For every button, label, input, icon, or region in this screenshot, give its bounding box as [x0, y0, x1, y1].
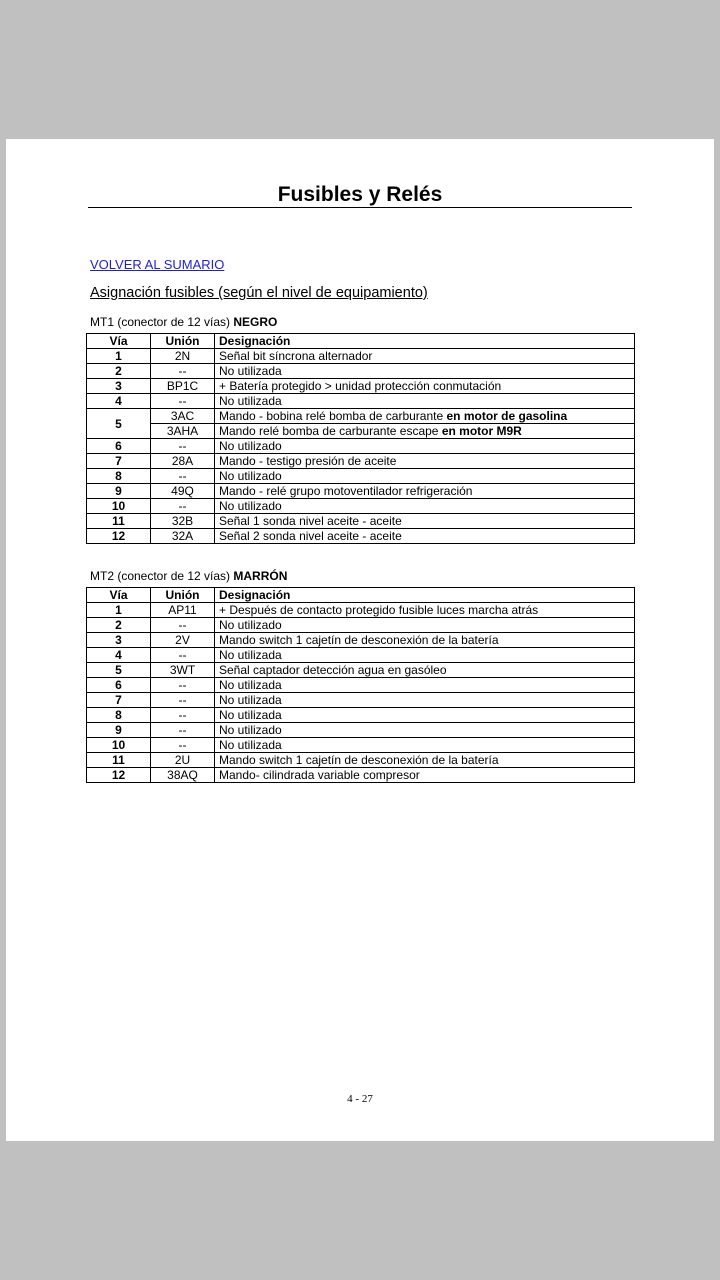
cell-union: --	[151, 618, 215, 633]
title-underline	[88, 207, 632, 208]
cell-designacion: No utilizada	[215, 738, 635, 753]
cell-designacion: No utilizado	[215, 499, 635, 514]
cell-union: 28A	[151, 454, 215, 469]
cell-designacion: No utilizada	[215, 364, 635, 379]
cell-via: 4	[87, 648, 151, 663]
cell-via: 5	[87, 409, 151, 439]
table-row	[87, 499, 635, 514]
header-union: Unión	[151, 588, 215, 603]
mt2-caption-color: MARRÓN	[233, 569, 288, 583]
table-header-row	[87, 588, 635, 603]
table-row	[87, 364, 635, 379]
cell-via: 2	[87, 618, 151, 633]
cell-union: --	[151, 499, 215, 514]
cell-union: 32B	[151, 514, 215, 529]
designacion-text: Mando relé bomba de carburante escape	[219, 424, 442, 438]
cell-via: 1	[87, 603, 151, 618]
cell-via: 11	[87, 514, 151, 529]
cell-union: 49Q	[151, 484, 215, 499]
cell-designacion: No utilizada	[215, 708, 635, 723]
cell-designacion: Señal captador detección agua en gasóleo	[215, 663, 635, 678]
mt1-caption	[90, 315, 277, 329]
cell-designacion: No utilizada	[215, 693, 635, 708]
table-row	[87, 693, 635, 708]
cell-union: --	[151, 708, 215, 723]
cell-union: --	[151, 394, 215, 409]
mt2-table	[86, 587, 635, 783]
cell-via: 8	[87, 708, 151, 723]
cell-via: 11	[87, 753, 151, 768]
designacion-bold: en motor de gasolina	[446, 409, 568, 423]
cell-union: AP11	[151, 603, 215, 618]
cell-via: 4	[87, 394, 151, 409]
table-row	[87, 648, 635, 663]
cell-union: --	[151, 364, 215, 379]
cell-via: 10	[87, 738, 151, 753]
cell-via: 2	[87, 364, 151, 379]
cell-designacion: No utilizado	[215, 723, 635, 738]
cell-union: --	[151, 469, 215, 484]
document-page	[6, 139, 714, 1141]
cell-designacion: No utilizada	[215, 678, 635, 693]
cell-via: 3	[87, 633, 151, 648]
cell-designacion: Señal 1 sonda nivel aceite - aceite	[215, 514, 635, 529]
cell-via: 12	[87, 768, 151, 783]
cell-designacion: No utilizada	[215, 648, 635, 663]
cell-via: 7	[87, 693, 151, 708]
header-via: Vía	[87, 334, 151, 349]
table-row	[87, 439, 635, 454]
table-row	[87, 454, 635, 469]
cell-union: 3AC	[151, 409, 215, 424]
cell-union: --	[151, 439, 215, 454]
cell-via: 6	[87, 439, 151, 454]
cell-designacion	[215, 424, 635, 439]
cell-designacion: No utilizado	[215, 439, 635, 454]
table-row	[87, 678, 635, 693]
table-row	[87, 768, 635, 783]
table-row	[87, 738, 635, 753]
header-designacion: Designación	[215, 334, 635, 349]
cell-via: 1	[87, 349, 151, 364]
table-row	[87, 753, 635, 768]
cell-union: --	[151, 738, 215, 753]
cell-union: --	[151, 723, 215, 738]
cell-via: 3	[87, 379, 151, 394]
cell-union: 3AHA	[151, 424, 215, 439]
page-number: 4 - 27	[347, 1093, 373, 1105]
cell-via: 9	[87, 484, 151, 499]
header-via: Vía	[87, 588, 151, 603]
mt2-caption-prefix: MT2 (conector de 12 vías)	[90, 569, 234, 583]
table-row	[87, 618, 635, 633]
designacion-text: Mando - bobina relé bomba de carburante	[219, 409, 447, 423]
cell-via: 7	[87, 454, 151, 469]
table-row	[87, 529, 635, 544]
cell-designacion: + Batería protegido > unidad protección conmutación	[215, 379, 635, 394]
cell-designacion: No utilizado	[215, 469, 635, 484]
back-to-summary-link[interactable]: VOLVER AL SUMARIO	[90, 257, 225, 272]
cell-union: 32A	[151, 529, 215, 544]
page-title: Fusibles y Relés	[277, 183, 443, 206]
table-row	[87, 379, 635, 394]
table-row	[87, 484, 635, 499]
cell-union: 2V	[151, 633, 215, 648]
table-row	[87, 394, 635, 409]
cell-designacion: Mando switch 1 cajetín de desconexión de la batería	[215, 633, 635, 648]
header-union: Unión	[151, 334, 215, 349]
cell-via: 12	[87, 529, 151, 544]
cell-designacion: Señal bit síncrona alternador	[215, 349, 635, 364]
cell-designacion: No utilizado	[215, 618, 635, 633]
table-row	[87, 424, 635, 439]
cell-union: --	[151, 693, 215, 708]
cell-union: --	[151, 648, 215, 663]
table-row	[87, 469, 635, 484]
table-row	[87, 349, 635, 364]
cell-via: 8	[87, 469, 151, 484]
cell-designacion: + Después de contacto protegido fusible luces marcha atrás	[215, 603, 635, 618]
cell-union: BP1C	[151, 379, 215, 394]
cell-via: 9	[87, 723, 151, 738]
cell-designacion: Mando - relé grupo motoventilador refrigeración	[215, 484, 635, 499]
cell-designacion: No utilizada	[215, 394, 635, 409]
cell-union: 2U	[151, 753, 215, 768]
cell-union: 3WT	[151, 663, 215, 678]
section-subtitle: Asignación fusibles (según el nivel de equipamiento)	[90, 285, 428, 301]
mt1-caption-prefix: MT1 (conector de 12 vías)	[90, 315, 234, 329]
cell-via: 10	[87, 499, 151, 514]
cell-union: 38AQ	[151, 768, 215, 783]
cell-union: --	[151, 678, 215, 693]
cell-via: 6	[87, 678, 151, 693]
cell-designacion: Mando switch 1 cajetín de desconexión de la batería	[215, 753, 635, 768]
cell-via: 5	[87, 663, 151, 678]
cell-designacion	[215, 409, 635, 424]
table-row	[87, 663, 635, 678]
cell-designacion: Señal 2 sonda nivel aceite - aceite	[215, 529, 635, 544]
cell-designacion: Mando- cilindrada variable compresor	[215, 768, 635, 783]
table-header-row	[87, 334, 635, 349]
table-row	[87, 723, 635, 738]
table-row	[87, 514, 635, 529]
cell-union: 2N	[151, 349, 215, 364]
mt2-caption	[90, 569, 287, 583]
mt1-caption-color: NEGRO	[233, 315, 278, 329]
designacion-bold: en motor M9R	[441, 424, 522, 438]
mt1-table	[86, 333, 635, 544]
table-row	[87, 603, 635, 618]
table-row	[87, 708, 635, 723]
table-row	[87, 633, 635, 648]
cell-designacion: Mando - testigo presión de aceite	[215, 454, 635, 469]
table-row	[87, 409, 635, 424]
header-designacion: Designación	[215, 588, 635, 603]
